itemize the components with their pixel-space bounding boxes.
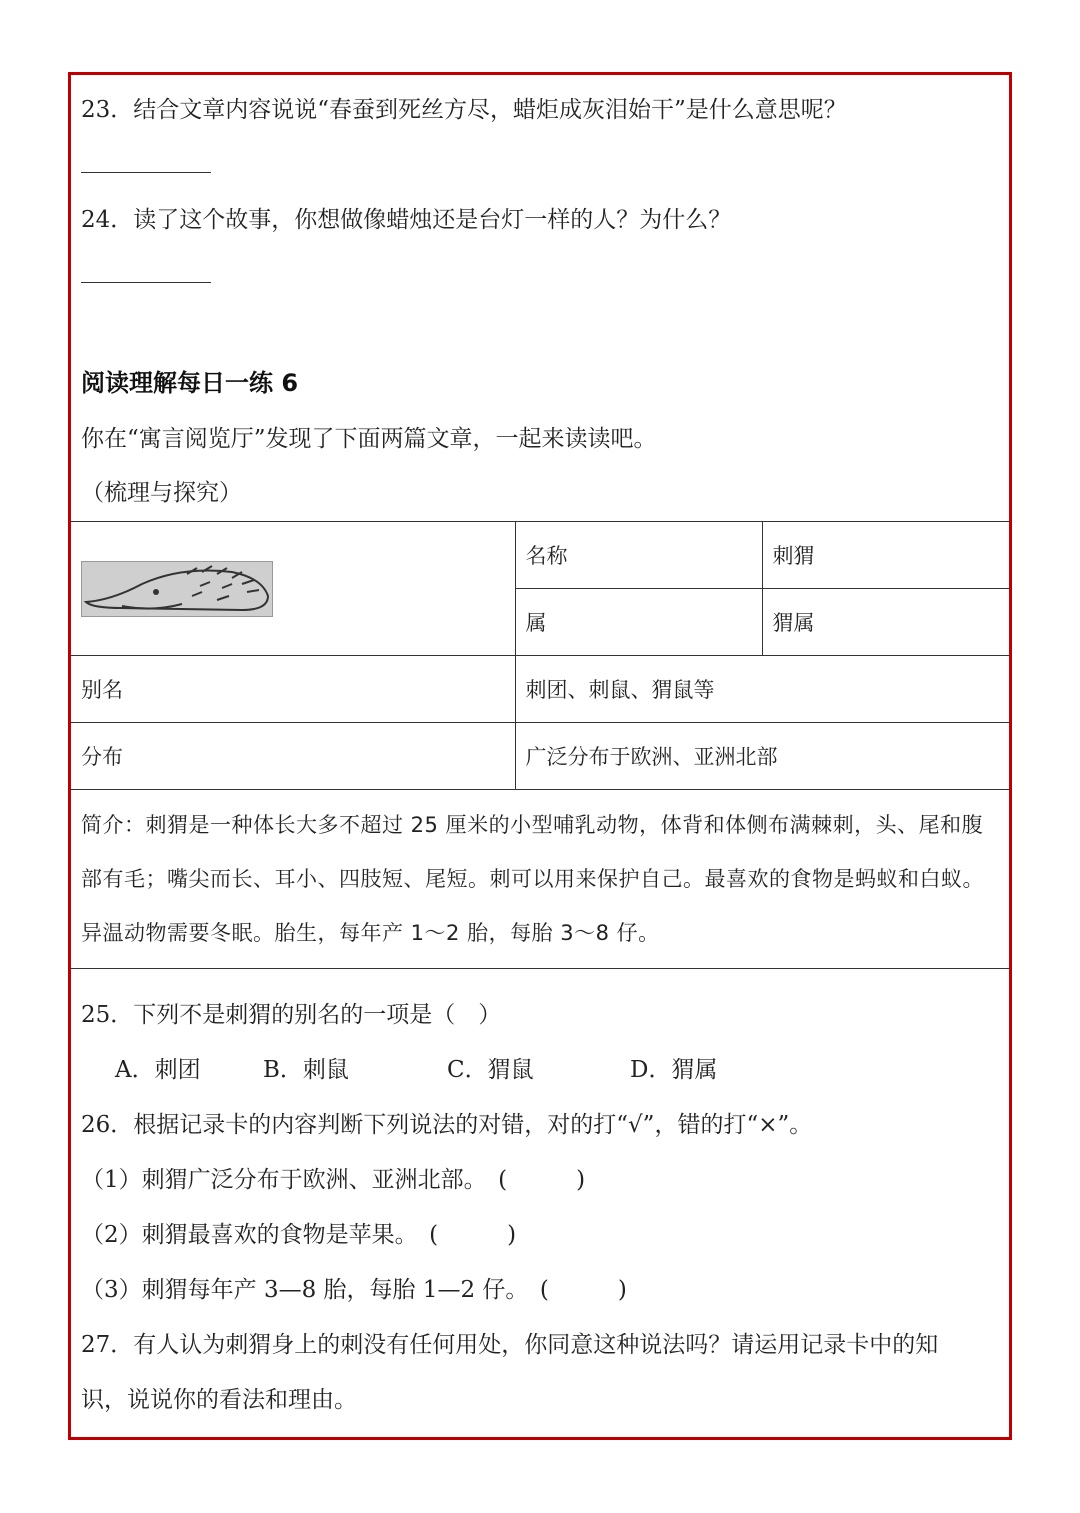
question-24: 24．读了这个故事，你想做像蜡烛还是台灯一样的人？为什么？ — [81, 207, 732, 233]
answer-line-24[interactable] — [81, 282, 211, 283]
option-b[interactable]: B．刺鼠 — [263, 1057, 349, 1083]
option-a[interactable]: A．刺团 — [115, 1057, 201, 1083]
name-value: 刺猬 — [762, 522, 1009, 589]
option-c[interactable]: C．猬鼠 — [447, 1057, 534, 1083]
question-26-item-2[interactable]: （2）刺猬最喜欢的食物是苹果。 ( ) — [81, 1222, 517, 1248]
record-card — [71, 521, 1009, 969]
section-title: 阅读理解每日一练 6 — [81, 369, 299, 397]
answer-line-23[interactable] — [81, 172, 211, 173]
genus-value: 猬属 — [762, 589, 1009, 656]
name-label: 名称 — [515, 522, 762, 589]
alias-value: 刺团、刺鼠、猬鼠等 — [515, 656, 1009, 723]
hedgehog-icon — [82, 562, 272, 616]
alias-label: 别名 — [71, 656, 515, 723]
question-23: 23．结合文章内容说说“春蚕到死丝方尽，蜡炬成灰泪始干”是什么意思呢？ — [81, 97, 847, 123]
question-26: 26．根据记录卡的内容判断下列说法的对错，对的打“√”，错的打“×”。 — [81, 1112, 813, 1138]
distribution-value: 广泛分布于欧洲、亚洲北部 — [515, 723, 1009, 790]
hedgehog-image-cell — [71, 522, 515, 656]
question-27-line-2: 识，说说你的看法和理由。 — [81, 1387, 357, 1413]
section-intro: 你在“寓言阅览厅”发现了下面两篇文章，一起来读读吧。 — [81, 426, 657, 452]
option-d[interactable]: D．猬属 — [630, 1057, 718, 1083]
worksheet-frame — [68, 72, 1012, 1440]
hedgehog-image — [81, 561, 273, 617]
question-27-line-1: 27．有人认为刺猬身上的刺没有任何用处，你同意这种说法吗？请运用记录卡中的知 — [81, 1332, 939, 1358]
card-intro: 简介：刺猬是一种体长大多不超过 25 厘米的小型哺乳动物，体背和体侧布满棘刺，头、尾和腹部有毛；嘴尖而长、耳小、四肢短、尾短。刺可以用来保护自己。最喜欢的食物是蚂蚁和白蚁。异温动物需要冬眠。胎生，每年产 1～2 胎，每胎 3～8 仔。 — [71, 790, 1009, 969]
section-subtitle: （梳理与探究） — [81, 480, 242, 506]
question-25: 25．下列不是刺猬的别名的一项是（ ） — [81, 1002, 502, 1028]
genus-label: 属 — [515, 589, 762, 656]
distribution-label: 分布 — [71, 723, 515, 790]
question-26-item-3[interactable]: （3）刺猬每年产 3—8 胎，每胎 1—2 仔。 ( ) — [81, 1277, 627, 1303]
question-26-item-1[interactable]: （1）刺猬广泛分布于欧洲、亚洲北部。 ( ) — [81, 1167, 586, 1193]
